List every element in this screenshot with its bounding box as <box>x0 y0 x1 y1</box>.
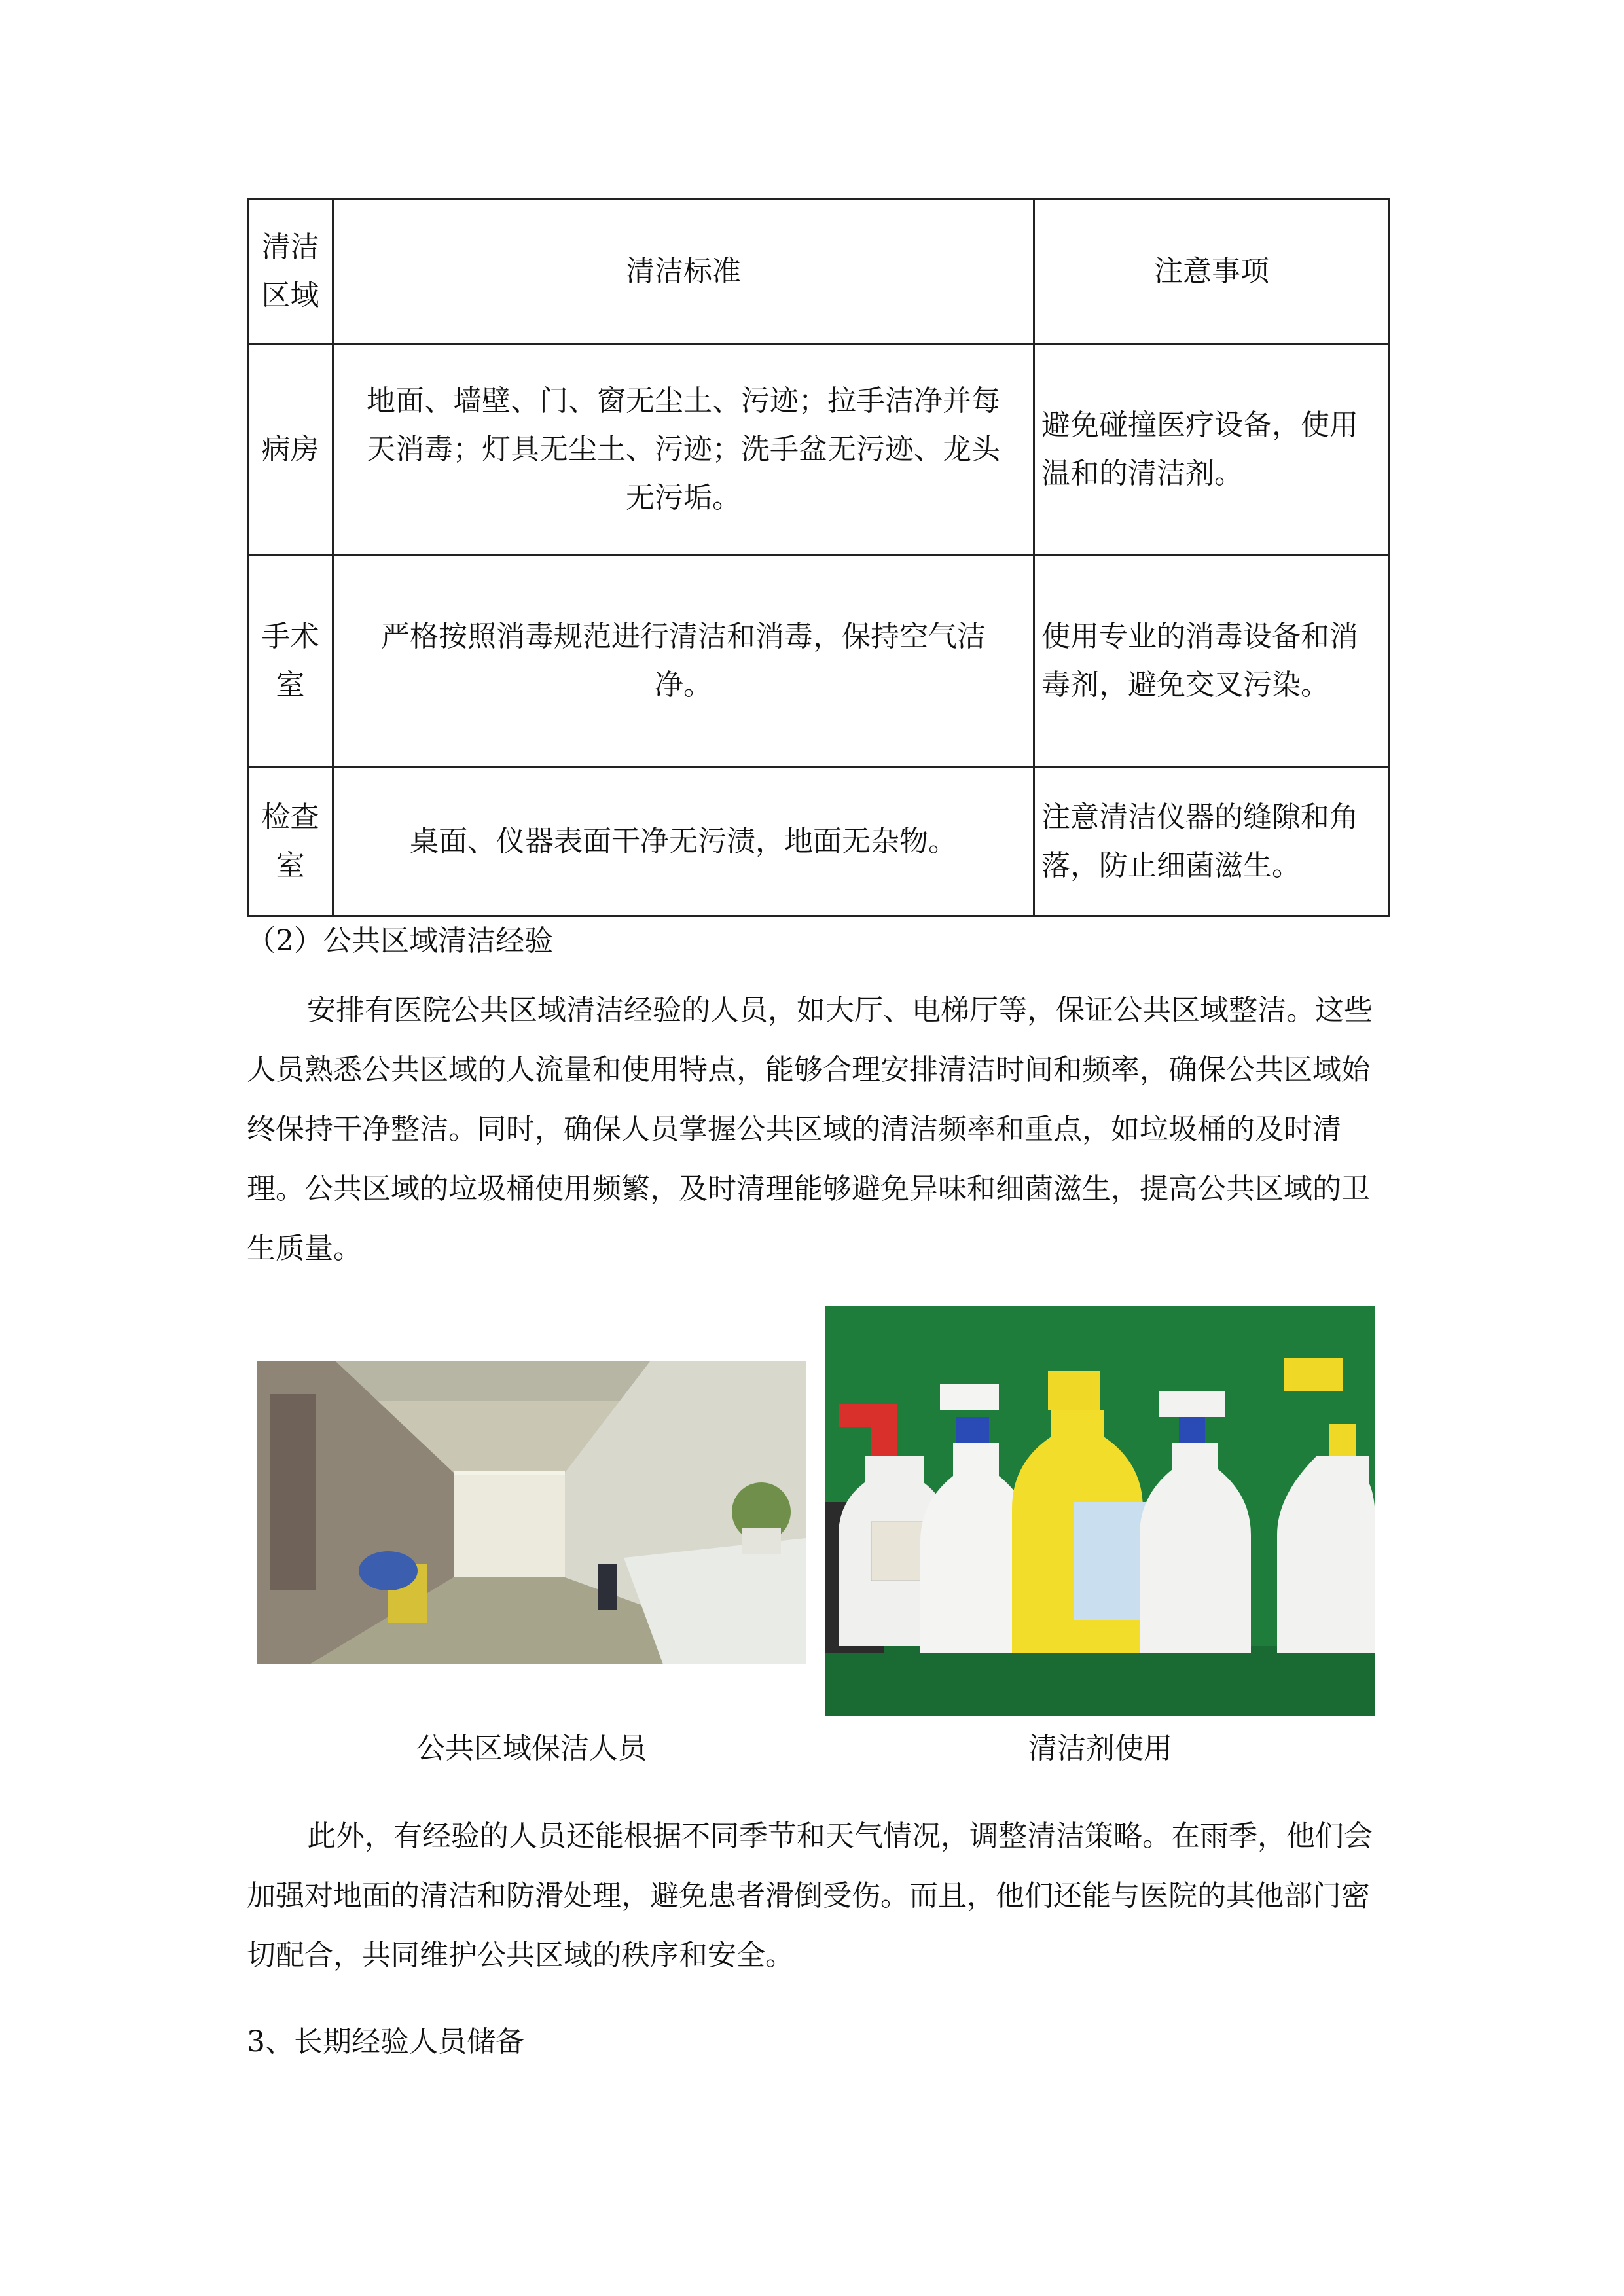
section-title: （2）公共区域清洁经验 <box>247 924 553 958</box>
row-standard: 桌面、仪器表面干净无污渍，地面无杂物。 <box>333 767 1034 916</box>
row-area: 手术室 <box>248 556 333 767</box>
row-notes: 避免碰撞医疗设备，使用温和的清洁剂。 <box>1034 344 1390 556</box>
row-area: 病房 <box>248 344 333 556</box>
table-row <box>248 767 1390 916</box>
paragraph-seasonal: 此外，有经验的人员还能根据不同季节和天气情况，调整清洁策略。在雨季，他们会加强对地面的清洁和防滑处理，避免患者滑倒受伤。而且，他们还能与医院的其他部门密切配合，共同维护公共区域的秩序和安全。 <box>247 1820 1373 1972</box>
corridor-photo <box>257 1361 806 1664</box>
header-area: 清洁区域 <box>248 200 333 344</box>
header-standard: 清洁标准 <box>333 200 1034 344</box>
cleaning-agents-photo <box>825 1306 1375 1716</box>
image-caption: 清洁剂使用 <box>1028 1732 1172 1765</box>
section-heading-3: 3、长期经验人员储备 <box>247 2025 524 2058</box>
row-notes: 注意清洁仪器的缝隙和角落，防止细菌滋生。 <box>1034 767 1390 916</box>
table-header-row <box>248 200 1390 344</box>
cleaning-standards-table <box>247 198 1390 917</box>
image-caption: 公共区域保洁人员 <box>416 1732 647 1765</box>
row-standard: 严格按照消毒规范进行清洁和消毒，保持空气洁净。 <box>333 556 1034 767</box>
paragraph-public-area: 安排有医院公共区域清洁经验的人员，如大厅、电梯厅等，保证公共区域整洁。这些人员熟悉公共区域的人流量和使用特点，能够合理安排清洁时间和频率，确保公共区域始终保持干净整洁。同时，确保人员掌握公共区域的清洁频率和重点，如垃圾桶的及时清理。公共区域的垃圾桶使用频繁，及时清理能够避免异味和细菌滋生，提高公共区域的卫生质量。 <box>247 994 1373 1265</box>
table-row <box>248 556 1390 767</box>
table-row <box>248 344 1390 556</box>
row-standard: 地面、墙壁、门、窗无尘土、污迹；拉手洁净并每天消毒；灯具无尘土、污迹；洗手盆无污迹、龙头无污垢。 <box>333 344 1034 556</box>
row-notes: 使用专业的消毒设备和消毒剂，避免交叉污染。 <box>1034 556 1390 767</box>
row-area: 检查室 <box>248 767 333 916</box>
header-notes: 注意事项 <box>1034 200 1390 344</box>
